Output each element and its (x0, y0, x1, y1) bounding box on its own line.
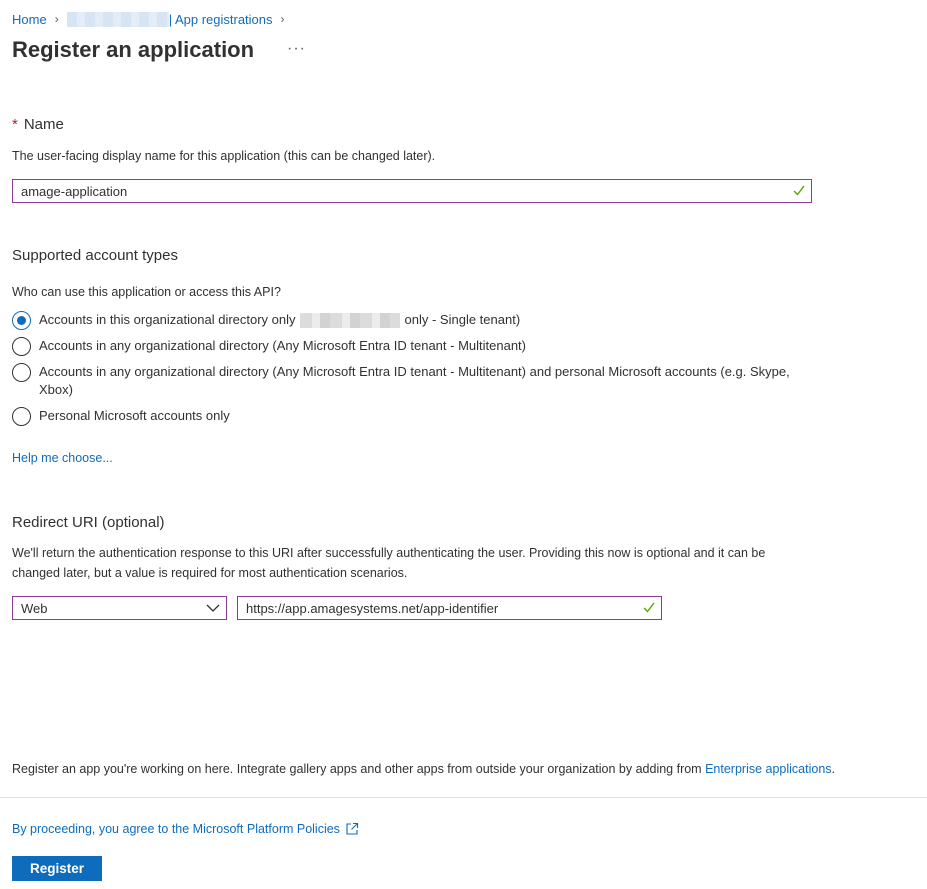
radio-selected-icon[interactable] (12, 311, 31, 330)
register-button[interactable]: Register (12, 856, 102, 881)
tenant-name-redacted (300, 313, 400, 328)
name-label: Name (23, 116, 64, 133)
help-me-choose-link[interactable]: Help me choose... (12, 451, 113, 465)
radio-multitenant-personal[interactable] (12, 363, 812, 399)
radio-unselected-icon[interactable] (12, 407, 31, 426)
chevron-right-icon: › (280, 12, 285, 26)
valid-check-icon (793, 183, 805, 197)
valid-check-icon (643, 600, 655, 614)
radio-multitenant-personal-label: Accounts in any organizational directory (Any Microsoft Entra ID tenant - Multitenant) and personal Microsoft accounts (e.g. Skype, Xbox) (39, 364, 790, 397)
radio-multitenant[interactable] (12, 337, 526, 356)
platform-select-value: Web (21, 600, 48, 616)
platform-select[interactable] (12, 596, 227, 620)
radio-single-tenant-label: Accounts in this organizational directory only only - Single tenant) (39, 312, 521, 327)
breadcrumb-app-registrations[interactable]: | App registrations (168, 11, 273, 27)
breadcrumb-tenant-redacted[interactable] (67, 12, 169, 27)
redirect-uri-description: We'll return the authentication response to this URI after successfully authenticating the user. Providing this now is optional and it can be changed later, but a value is required for most authentication scenarios. (12, 546, 766, 580)
name-section-title (12, 116, 64, 133)
account-types-question: Who can use this application or access this API? (12, 285, 281, 299)
radio-unselected-icon[interactable] (12, 337, 31, 356)
external-link-icon[interactable] (345, 822, 359, 836)
redirect-uri-title: Redirect URI (optional) (12, 514, 165, 531)
radio-multitenant-label: Accounts in any organizational directory (Any Microsoft Entra ID tenant - Multitenant) (39, 338, 526, 353)
redirect-uri-value: https://app.amagesystems.net/app-identifier (246, 600, 499, 616)
footer-divider (0, 797, 927, 798)
breadcrumb (12, 11, 293, 27)
radio-single-tenant[interactable] (12, 311, 520, 330)
redirect-uri-input[interactable] (237, 596, 662, 620)
name-input-value: amage-application (21, 183, 128, 199)
register-info-text: Register an app you're working on here. Integrate gallery apps and other apps from outside your organization by adding from Enterprise applications. (12, 762, 836, 776)
chevron-down-icon (206, 602, 220, 614)
required-marker: * (12, 116, 18, 133)
name-description: The user-facing display name for this application (this can be changed later). (12, 149, 436, 163)
name-input[interactable] (12, 179, 812, 203)
radio-unselected-icon[interactable] (12, 363, 31, 382)
radio-personal-only-label: Personal Microsoft accounts only (39, 408, 230, 423)
more-options-icon[interactable]: ··· (287, 40, 306, 57)
enterprise-applications-link[interactable]: Enterprise applications (705, 762, 832, 776)
radio-personal-only[interactable] (12, 407, 230, 426)
account-types-title: Supported account types (12, 247, 178, 264)
platform-policies-link[interactable]: By proceeding, you agree to the Microsoft Platform Policies (12, 822, 340, 836)
chevron-right-icon: › (54, 12, 59, 26)
platform-policies (12, 819, 359, 839)
breadcrumb-home[interactable]: Home (12, 11, 47, 27)
page-title: Register an application (12, 37, 255, 62)
